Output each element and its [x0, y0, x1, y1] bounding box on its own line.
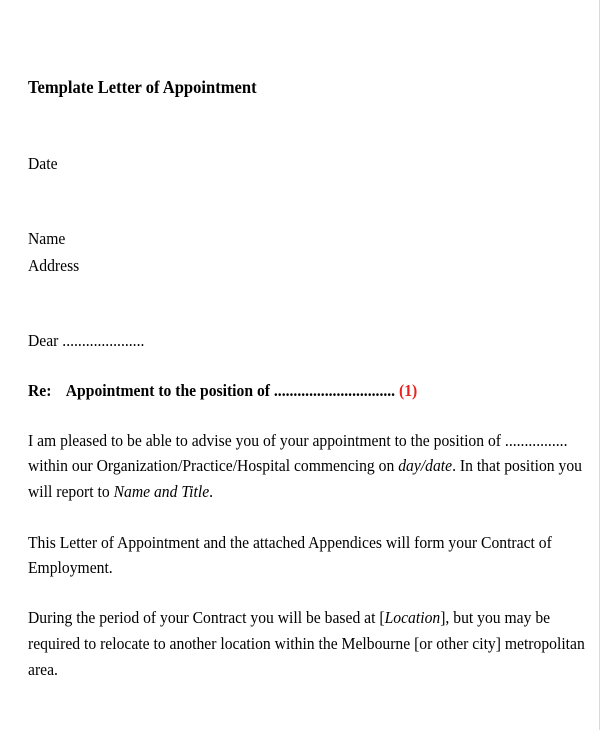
address-label: Address — [28, 256, 80, 275]
para1-line3-end: . — [209, 482, 214, 501]
para2-line2: Employment. — [28, 558, 113, 577]
para3-line3: area. — [28, 660, 58, 679]
para1-line2 — [28, 453, 582, 478]
para3-line2: required to relocate to another location within the Melbourne [or other city] metropolitan — [28, 634, 585, 653]
para1-line3 — [28, 479, 213, 504]
para1-line3-text: will report to — [28, 482, 114, 501]
para3-line1 — [28, 605, 550, 630]
para3-line1-end: ], but you may be — [440, 608, 551, 627]
location-placeholder: Location — [384, 608, 441, 627]
para1-line2-text: within our Organization/Practice/Hospital commencing on — [28, 456, 399, 475]
salutation: Dear ..................... — [28, 331, 145, 350]
re-line — [28, 378, 417, 403]
document-title: Template Letter of Appointment — [28, 77, 257, 97]
para1-line1: I am pleased to be able to advise you of your appointment to the position of ................ — [28, 431, 568, 450]
re-label: Re: — [28, 381, 52, 400]
supervisor-placeholder: Name and Title — [113, 482, 210, 501]
para3-line1-text: During the period of your Contract you will be based at [ — [28, 608, 385, 627]
para2-line1: This Letter of Appointment and the attached Appendices will form your Contract of — [28, 533, 552, 552]
footnote-ref: (1) — [399, 381, 418, 400]
re-subject: Appointment to the position of ............................... — [65, 381, 396, 400]
name-label: Name — [28, 229, 66, 248]
start-date-placeholder: day/date — [398, 456, 453, 475]
date-label: Date — [28, 154, 58, 173]
para1-line2-end: . In that position you — [452, 456, 582, 475]
